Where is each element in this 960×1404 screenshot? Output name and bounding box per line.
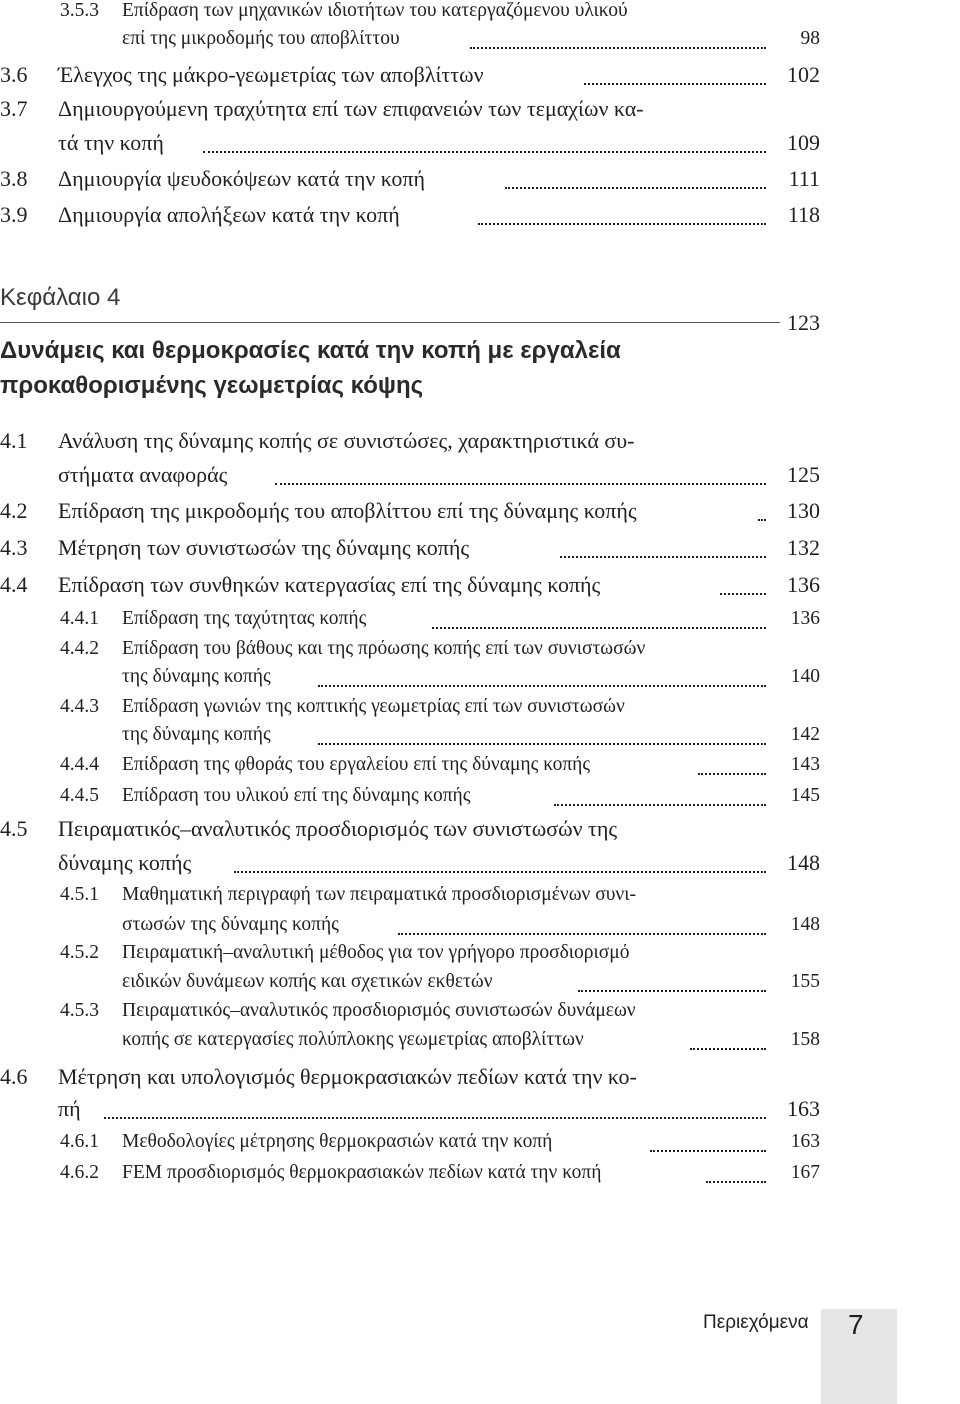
toc-entry-number: 4.5.3 (60, 1000, 99, 1021)
toc-entry-title[interactable]: Μεθοδολογίες μέτρησης θερμοκρασιών κατά την κοπή (122, 1131, 553, 1152)
toc-entry-number: 4.4.2 (60, 638, 99, 659)
toc-entry-page[interactable]: 102 (787, 62, 820, 87)
toc-entry-page[interactable]: 98 (800, 28, 820, 49)
toc-entry-number: 3.7 (0, 96, 28, 121)
toc-entry-number: 4.5 (0, 816, 28, 841)
toc-entry-number: 4.5.2 (60, 942, 99, 963)
toc-entry-number: 3.5.3 (60, 0, 99, 21)
toc-entry-page[interactable]: 125 (787, 462, 820, 487)
toc-entry-title[interactable]: Επίδραση γωνιών της κοπτικής γεωμετρίας επί των συνιστωσών (122, 696, 625, 717)
toc-leader-dots (560, 555, 766, 558)
toc-entry-title[interactable]: Επίδραση της μικροδομής του αποβλίττου επί της δύναμης κοπής (58, 498, 637, 523)
chapter-label: Κεφάλαιο 4 (0, 284, 121, 311)
footer-page-number: 7 (848, 1309, 864, 1340)
toc-entry-title[interactable]: Επίδραση της φθοράς του εργαλείου επί της δύναμης κοπής (122, 754, 591, 775)
toc-entry-number: 4.6.2 (60, 1162, 99, 1183)
toc-entry-title[interactable]: Πειραματικός–αναλυτικός προσδιορισμός συνιστωσών δυνάμεων (122, 1000, 636, 1021)
toc-leader-dots (318, 742, 766, 745)
toc-entry-number: 3.9 (0, 202, 28, 227)
toc-entry-title[interactable]: τά την κοπή (58, 130, 164, 155)
toc-entry-title[interactable]: κοπής σε κατεργασίες πολύπλοκης γεωμετρίας αποβλίττων (122, 1029, 584, 1050)
toc-leader-dots (650, 1149, 766, 1152)
toc-leader-dots (104, 1116, 766, 1119)
toc-entry-title[interactable]: FEM προσδιορισμός θερμοκρασιακών πεδίων κατά την κοπή (122, 1162, 602, 1183)
toc-entry-page[interactable]: 130 (787, 498, 820, 523)
toc-entry-number: 4.4.1 (60, 608, 99, 629)
toc-entry-page[interactable]: 143 (790, 754, 820, 775)
toc-entry-page[interactable]: 163 (790, 1131, 820, 1152)
toc-entry-page[interactable]: 167 (790, 1162, 820, 1183)
toc-leader-dots (478, 222, 766, 225)
toc-entry-page[interactable]: 111 (788, 166, 820, 191)
toc-leader-dots (398, 932, 766, 935)
toc-entry-title[interactable]: Δημιουργία απολήξεων κατά την κοπή (58, 202, 400, 227)
toc-entry-number: 4.4.5 (60, 785, 99, 806)
toc-entry-title[interactable]: στήματα αναφοράς (58, 462, 228, 487)
toc-leader-dots (505, 186, 766, 189)
toc-entry-page[interactable]: 145 (790, 785, 820, 806)
toc-entry-number: 4.1 (0, 428, 28, 453)
toc-leader-dots (690, 1047, 766, 1050)
toc-leader-dots (275, 482, 766, 485)
toc-entry-page[interactable]: 155 (790, 971, 820, 992)
toc-leader-dots (470, 46, 766, 49)
toc-leader-dots (758, 518, 766, 521)
toc-entry-number: 4.2 (0, 498, 28, 523)
toc-entry-page[interactable]: 140 (790, 666, 820, 687)
toc-entry-title[interactable]: Πειραματική–αναλυτική μέθοδος για τον γρήγορο προσδιορισμό (122, 942, 630, 963)
toc-leader-dots (234, 870, 766, 873)
toc-entry-page[interactable]: 163 (787, 1096, 820, 1121)
toc-leader-dots (554, 803, 766, 806)
toc-leader-dots (706, 1180, 766, 1183)
toc-entry-title[interactable]: Επίδραση της ταχύτητας κοπής (122, 608, 367, 629)
toc-entry-page[interactable]: 109 (787, 130, 820, 155)
chapter-page-number[interactable]: 123 (787, 310, 820, 335)
toc-entry-number: 4.4.4 (60, 754, 99, 775)
toc-entry-title[interactable]: ειδικών δυνάμεων κοπής και σχετικών εκθετών (122, 971, 493, 992)
toc-entry-page[interactable]: 148 (787, 850, 820, 875)
chapter-title-line-2[interactable]: προκαθορισμένης γεωμετρίας κόψης (0, 372, 424, 399)
toc-entry-number: 4.4 (0, 572, 28, 597)
toc-entry-title[interactable]: της δύναμης κοπής (122, 666, 271, 687)
toc-entry-number: 3.8 (0, 166, 28, 191)
toc-entry-title[interactable]: Μέτρηση και υπολογισμός θερμοκρασιακών πεδίων κατά την κο- (58, 1064, 637, 1089)
toc-entry-page[interactable]: 148 (790, 914, 820, 935)
toc-entry-title[interactable]: επί της μικροδομής του αποβλίττου (122, 28, 400, 49)
toc-entry-page[interactable]: 136 (787, 572, 820, 597)
toc-entry-number: 4.5.1 (60, 884, 99, 905)
toc-entry-title[interactable]: Δημιουργία ψευδοκόψεων κατά την κοπή (58, 166, 426, 191)
toc-entry-page[interactable]: 136 (790, 608, 820, 629)
toc-entry-title[interactable]: Επίδραση του βάθους και της πρόωσης κοπής επί των συνιστωσών (122, 638, 646, 659)
toc-leader-dots (203, 150, 766, 153)
toc-entry-page[interactable]: 132 (787, 535, 820, 560)
toc-entry-title[interactable]: δύναμης κοπής (58, 850, 192, 875)
toc-entry-number: 4.3 (0, 535, 28, 560)
toc-leader-dots (432, 626, 766, 629)
toc-leader-dots (584, 82, 766, 85)
toc-entry-page[interactable]: 118 (787, 202, 820, 227)
chapter-divider (0, 322, 780, 323)
toc-entry-title[interactable]: Μέτρηση των συνιστωσών της δύναμης κοπής (58, 535, 470, 560)
toc-entry-title[interactable]: Μαθηματική περιγραφή των πειραματικά προσδιορισμένων συνι- (122, 884, 636, 905)
toc-leader-dots (578, 989, 766, 992)
toc-leader-dots (698, 772, 766, 775)
toc-entry-title[interactable]: Δημιουργούμενη τραχύτητα επί των επιφανειών των τεμαχίων κα- (58, 96, 644, 121)
toc-entry-title[interactable]: πή (58, 1096, 81, 1121)
toc-entry-title[interactable]: Έλεγχος της μάκρο-γεωμετρίας των αποβλίττων (58, 62, 484, 87)
toc-entry-page[interactable]: 142 (790, 724, 820, 745)
toc-entry-title[interactable]: στωσών της δύναμης κοπής (122, 914, 339, 935)
toc-leader-dots (318, 684, 766, 687)
toc-entry-title[interactable]: Επίδραση του υλικού επί της δύναμης κοπής (122, 785, 471, 806)
toc-entry-title[interactable]: Επίδραση των συνθηκών κατεργασίας επί της δύναμης κοπής (58, 572, 601, 597)
toc-entry-title[interactable]: Ανάλυση της δύναμης κοπής σε συνιστώσες, χαρακτηριστικά συ- (58, 428, 635, 453)
toc-entry-number: 4.4.3 (60, 696, 99, 717)
footer-section-label: Περιεχόμενα (703, 1312, 809, 1333)
toc-entry-title[interactable]: της δύναμης κοπής (122, 724, 271, 745)
toc-entry-number: 4.6 (0, 1064, 28, 1089)
toc-entry-title[interactable]: Επίδραση των μηχανικών ιδιοτήτων του κατεργαζόμενου υλικού (122, 0, 628, 21)
toc-entry-title[interactable]: Πειραματικός–αναλυτικός προσδιορισμός των συνιστωσών της (58, 816, 618, 841)
chapter-title-line-1[interactable]: Δυνάμεις και θερμοκρασίες κατά την κοπή με εργαλεία (0, 337, 621, 364)
toc-leader-dots (720, 592, 766, 595)
toc-entry-number: 3.6 (0, 62, 28, 87)
toc-entry-number: 4.6.1 (60, 1131, 99, 1152)
toc-entry-page[interactable]: 158 (790, 1029, 820, 1050)
